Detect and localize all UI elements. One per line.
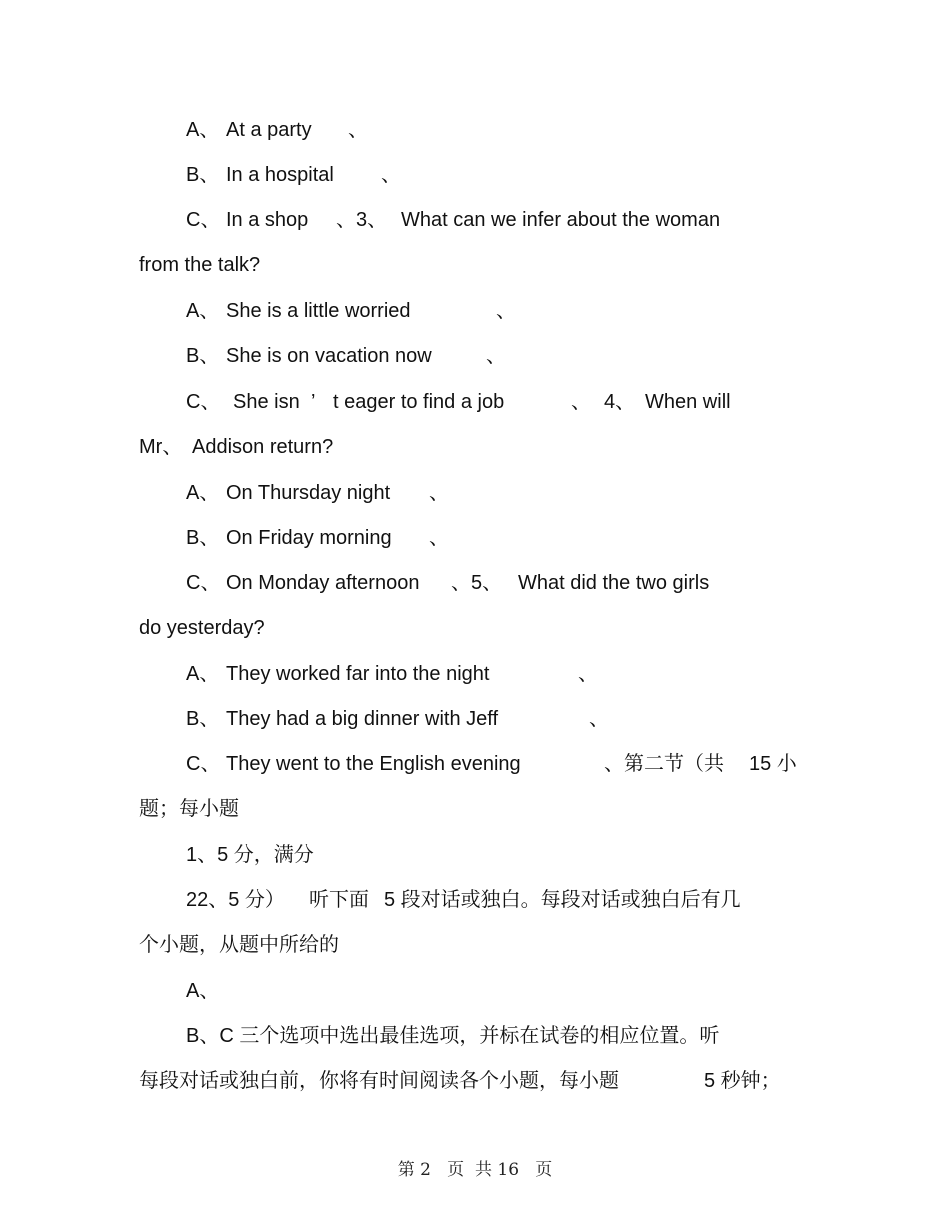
instruction-text: 5 段对话或独白。每段对话或独白后有几 — [384, 889, 741, 911]
instruction-text: 22、5 分） — [186, 889, 285, 911]
instruction-text: 5 秒钟； — [704, 1070, 781, 1092]
option-letter: A、 — [186, 663, 220, 685]
question-text: What did the two girls — [518, 572, 710, 594]
section-heading: 15 小 — [749, 753, 797, 775]
question-text: from the talk? — [139, 254, 261, 276]
option-text: They worked far into the night — [226, 663, 490, 685]
option-text: She isn — [233, 391, 300, 413]
option-text: In a hospital — [226, 164, 334, 186]
instruction-text: 听下面 — [309, 889, 369, 911]
apostrophe: ’ — [311, 391, 316, 413]
option-text: At a party — [226, 119, 312, 141]
section-heading: 、第二节（共 — [604, 753, 724, 775]
punctuation: 、 — [589, 708, 609, 730]
option-text: On Friday morning — [226, 527, 392, 549]
question-text: Addison return? — [192, 436, 334, 458]
option-text: On Thursday night — [226, 482, 391, 504]
option-letter: C、 — [186, 209, 221, 231]
option-letter: B、 — [186, 708, 220, 730]
option-letter: A、 — [186, 980, 220, 1002]
option-text: In a shop — [226, 209, 309, 231]
option-text: t eager to find a job — [333, 391, 505, 413]
option-text: On Monday afternoon — [226, 572, 420, 594]
question-text: When will — [645, 391, 731, 413]
punctuation: 、 — [429, 527, 449, 549]
option-text: They had a big dinner with Jeff — [226, 708, 499, 730]
instruction-text: 个小题，从题中所给的 — [139, 934, 339, 956]
punctuation: 、 — [486, 345, 506, 367]
question-number: 、3、 — [336, 209, 388, 231]
punctuation: 、 — [348, 119, 368, 141]
question-number: 、5、 — [451, 572, 503, 594]
page-footer: 第 2 页 共 16 页 — [397, 1160, 553, 1180]
option-letter: C、 — [186, 391, 221, 413]
option-letter: C、 — [186, 753, 221, 775]
option-letter: B、 — [186, 527, 220, 549]
instruction-text: 1、5 分，满分 — [186, 844, 314, 866]
instruction-text: 每段对话或独白前，你将有时间阅读各个小题，每小题 — [139, 1070, 619, 1092]
punctuation: 、 — [571, 391, 591, 413]
option-letter: B、 — [186, 164, 220, 186]
option-letter: A、 — [186, 482, 220, 504]
option-letter: A、 — [186, 119, 220, 141]
question-number: 4、 — [604, 391, 636, 413]
punctuation: 、 — [429, 482, 449, 504]
punctuation: 、 — [381, 164, 401, 186]
option-text: She is on vacation now — [226, 345, 432, 367]
option-text: They went to the English evening — [226, 753, 521, 775]
question-text: Mr、 — [139, 436, 183, 458]
question-text: do yesterday? — [139, 617, 265, 639]
instruction-text: B、C 三个选项中选出最佳选项，并标在试卷的相应位置。听 — [186, 1025, 720, 1047]
option-text: She is a little worried — [226, 300, 411, 322]
instruction-text: 题；每小题 — [139, 798, 239, 820]
option-letter: A、 — [186, 300, 220, 322]
punctuation: 、 — [496, 300, 516, 322]
question-text: What can we infer about the woman — [401, 209, 721, 231]
punctuation: 、 — [578, 663, 598, 685]
option-letter: B、 — [186, 345, 220, 367]
option-letter: C、 — [186, 572, 221, 594]
